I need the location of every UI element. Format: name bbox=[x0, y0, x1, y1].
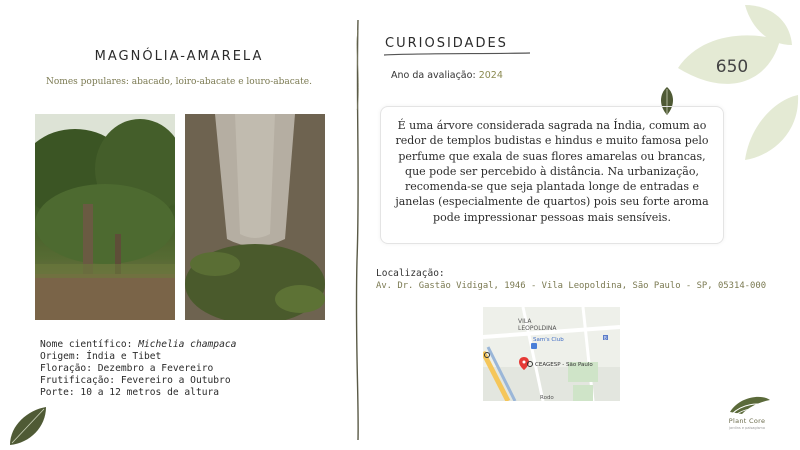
location-address: Av. Dr. Gastão Vidigal, 1946 - Vila Leopoldina, São Paulo - SP, 05314-000 bbox=[376, 281, 767, 291]
location-label: Localização: bbox=[376, 268, 445, 279]
evaluation-label: Ano da avaliação: bbox=[391, 70, 476, 81]
origin-row: Origem: Índia e Tibet bbox=[40, 350, 162, 362]
evaluation-year-value: 2024 bbox=[478, 70, 503, 81]
species-facts bbox=[40, 339, 236, 399]
map-district2: LEOPOLDINA bbox=[518, 325, 557, 332]
popular-names: Nomes populares: abacado, loiro-abacate e louro-abacate. bbox=[46, 77, 312, 87]
tree-number: 650 bbox=[715, 57, 749, 77]
evaluation-year bbox=[391, 70, 503, 81]
curiosity-text: É uma árvore considerada sagrada na Índia, comum ao redor de templos budistas e hindus e muito famosa pelo perfume que exala de suas flores amarelas ou brancas, que pode ser percebido à distância. Na urbanização, recomenda-se que seja plantada longe de entradas e janelas (especialmente de quartos) pois seu forte aroma pode impressionar pessoas mais sensíveis. bbox=[395, 119, 709, 224]
location-map[interactable] bbox=[483, 307, 620, 401]
brand-tagline: jardins e paisagismo bbox=[729, 426, 765, 430]
scientific-name-label: Nome científico: bbox=[40, 339, 133, 350]
brand-name: Plant Core bbox=[728, 417, 766, 425]
size-row: Porte: 10 a 12 metros de altura bbox=[40, 386, 220, 398]
map-bus-letter: B bbox=[604, 335, 607, 341]
scientific-name: Michelia champaca bbox=[138, 339, 237, 350]
map-district: VILA bbox=[518, 318, 532, 325]
title-underline bbox=[384, 51, 530, 57]
tree-canopy-photo bbox=[35, 114, 175, 320]
leaf-icon bbox=[8, 405, 48, 447]
column-divider bbox=[348, 20, 368, 440]
flowering-row: Floração: Dezembro a Fevereiro bbox=[40, 362, 214, 374]
store-icon bbox=[531, 343, 537, 349]
scientific-name-row bbox=[40, 339, 236, 351]
tree-trunk-photo bbox=[185, 114, 325, 320]
fruiting-row: Frutificação: Fevereiro a Outubro bbox=[40, 374, 231, 386]
map-store: Sam's Club bbox=[533, 337, 564, 343]
map-poi: CEAGESP - São Paulo bbox=[535, 362, 593, 368]
map-road: Rodo bbox=[540, 395, 554, 401]
species-title: MAGNÓLIA-AMARELA bbox=[94, 49, 264, 64]
curiosities-title: CURIOSIDADES bbox=[385, 36, 508, 51]
